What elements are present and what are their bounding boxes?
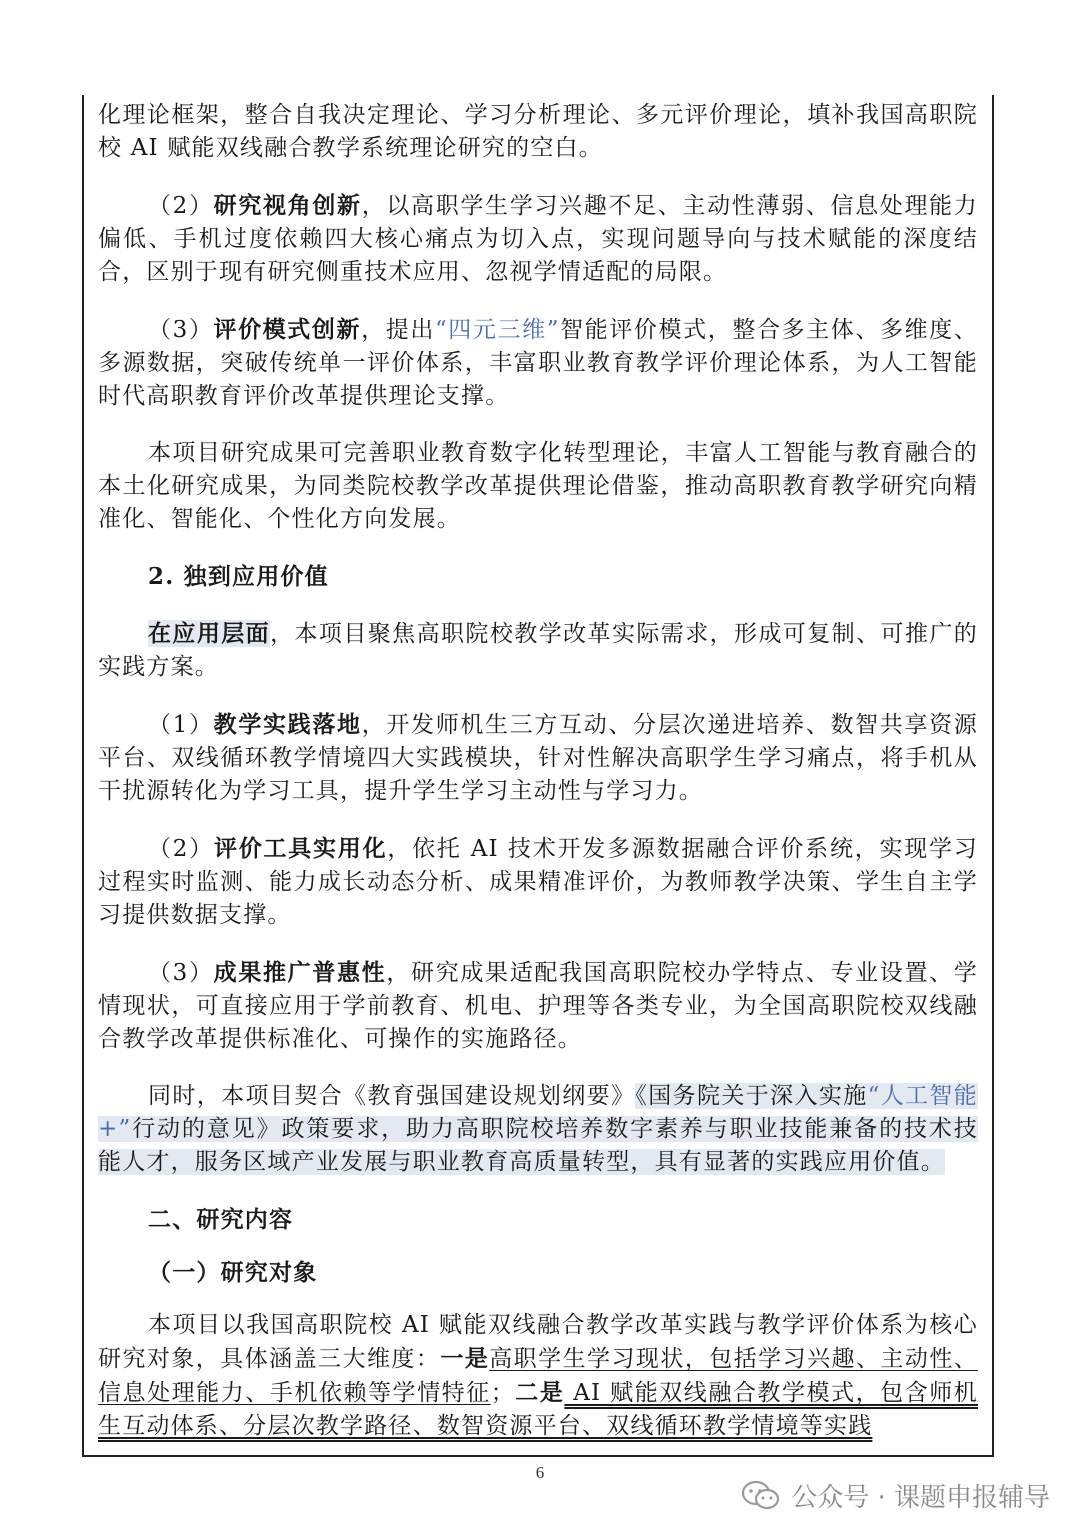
item-heading: 成果推广普惠性 (213, 959, 387, 986)
paragraph-evaluation-tool (98, 832, 978, 932)
paragraph-text: ，以高职学生学习兴趣不足、主动性薄弱、信息处理能力偏低、手机过度依赖四大核心痛点为切入点，实现问题导向与技术赋能的深度结合，区别于现有研究侧重技术应用、忽视学情适配的局限。 (98, 193, 979, 285)
paragraph-theory-framework (98, 99, 978, 165)
page-number: 6 (535, 1463, 545, 1482)
item-heading: 研究视角创新 (213, 192, 362, 219)
watermark-text: 公众号 · 课题申报辅导 (791, 1483, 1050, 1513)
heading-text: 二、研究内容 (148, 1206, 294, 1233)
paragraph-text: ，本项目聚焦高职院校教学改革实际需求，形成可复制、可推广的实践方案。 (98, 621, 978, 680)
quoted-term: “四元三维” (434, 317, 560, 343)
paragraph-perspective-innovation (98, 189, 978, 289)
paragraph-text: ，研究成果适配我国高职院校办学特点、专业设置、学情现状，可直接应用于学前教育、机电、护理等各类专业，为全国高职院校双线融合教学改革提供标准化、可操作的实施路径。 (98, 960, 978, 1052)
item-number: （1） (148, 712, 214, 738)
paragraph-text: ，开发师机生三方互动、分层次递进培养、数智共享资源平台、双线循环教学情境四大实践模块，针对性解决高职学生学习痛点，将手机从干扰源转化为学习工具，提升学生学习主动性与学习力。 (98, 712, 979, 804)
paragraph-text: ，依托 AI 技术开发多源数据融合评价系统，实现学习过程实时监测、能力成长动态分析、成果精准评价，为教师教学决策、学生自主学习提供数据支撑。 (98, 836, 978, 928)
paragraph-policy-alignment (98, 1080, 978, 1179)
paragraph-text: 本项目以我国高职院校 AI 赋能双线融合教学改革实践与教学评价体系为核心研究对象，具体涵盖三大维度： (98, 1312, 978, 1372)
item-heading: 教学实践落地 (213, 711, 362, 738)
dimension-label: 一是 (440, 1345, 490, 1372)
section-heading-research-content (98, 1203, 978, 1236)
section-heading-application-value (98, 560, 978, 593)
underlined-text: AI 赋能双线融合教学模式，包含师机生互动体系、分层次教学路径、数智资源平台、双线循环教学情境等实践 (98, 1380, 978, 1439)
quoted-term: “人工智能 +” (98, 1083, 978, 1142)
underlined-text: 高职学生学习现状，包括学习兴趣、主动性、信息处理能力、手机依赖等学情特征 (98, 1346, 978, 1406)
item-heading: 评价工具实用化 (213, 835, 388, 862)
paragraph-research-object (98, 1309, 978, 1443)
watermark (741, 1477, 1050, 1514)
paragraph-application-level (98, 617, 978, 684)
subsection-heading-research-object (98, 1256, 978, 1289)
item-number: （2） (148, 836, 214, 862)
paragraph-evaluation-innovation (98, 313, 978, 413)
paragraph-text: 同时，本项目契合《教育强国建设规划纲要》 (148, 1083, 636, 1109)
item-heading: 评价模式创新 (213, 316, 362, 343)
dimension-label: 二是 (514, 1379, 565, 1406)
highlighted-phrase: 《国务院关于深入实施 (635, 1083, 868, 1109)
highlighted-phrase: 行动的意见》政策要求，助力高职院校培养数字素养与职业技能兼备的技术技能人才，服务区域产业发展与职业教育高质量转型，具有显著的实践应用价值。 (98, 1116, 978, 1175)
item-number: （2） (148, 193, 214, 219)
separator: ； (490, 1380, 515, 1406)
paragraph-teaching-practice (98, 708, 978, 808)
document-frame (82, 95, 994, 1457)
heading-text: （一）研究对象 (148, 1259, 318, 1286)
paragraph-text: 化理论框架，整合自我决定理论、学习分析理论、多元评价理论，填补我国高职院校 AI 赋能双线融合教学系统理论研究的空白。 (98, 102, 978, 161)
item-number: （3） (148, 960, 214, 986)
highlighted-phrase: 在应用层面 (148, 620, 271, 647)
document-content (98, 99, 978, 1443)
item-number: （3） (148, 317, 214, 343)
heading-text: 2. 独到应用价值 (148, 563, 329, 590)
paragraph-text: 本项目研究成果可完善职业教育数字化转型理论，丰富人工智能与教育融合的本土化研究成果，为同类院校教学改革提供理论借鉴，推动高职教育教学研究向精准化、智能化、个性化方向发展。 (98, 440, 978, 532)
paragraph-research-outcome (98, 437, 978, 536)
wechat-icon (741, 1480, 781, 1512)
paragraph-promotion (98, 956, 978, 1056)
paragraph-text: ，提出 (361, 317, 435, 343)
paragraph-text: 智能评价模式，整合多主体、多维度、多源数据，突破传统单一评价体系，丰富职业教育教学评价理论体系，为人工智能时代高职教育评价改革提供理论支撑。 (98, 317, 979, 409)
